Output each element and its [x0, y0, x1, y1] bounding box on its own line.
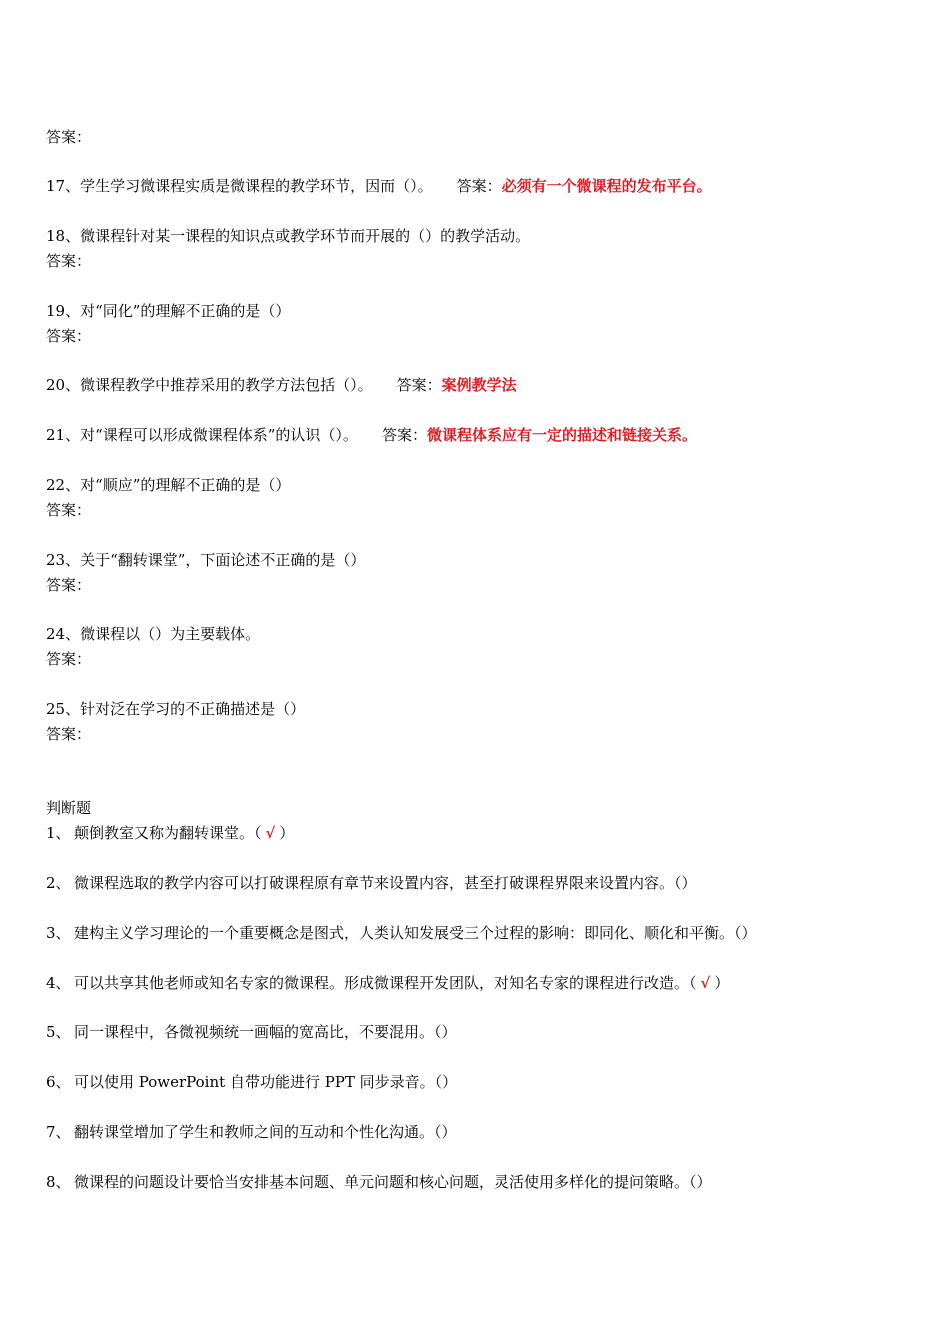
item-text: 微课程的问题设计要恰当安排基本问题、单元问题和核心问题，灵活使用多样化的提问策略。（） — [74, 1173, 712, 1191]
answer-label: 答案： — [396, 376, 442, 394]
item-number: 5、 — [46, 1023, 71, 1041]
answer-label: 答案： — [46, 650, 92, 668]
section-title: 判断题 — [46, 799, 92, 817]
question-23: 23、关于“翻转课堂”，下面论述不正确的是（） — [46, 551, 366, 569]
item-text: 建构主义学习理论的一个重要概念是图式，人类认知发展受三个过程的影响：即同化、顺化和平衡。（） — [74, 924, 757, 942]
item-number: 6、 — [46, 1073, 71, 1091]
question-20 — [46, 375, 517, 395]
judge-item-8 — [46, 1172, 712, 1192]
question-21 — [46, 425, 697, 445]
answer-label: 答案： — [46, 501, 92, 519]
question-text: 17、学生学习微课程实质是微课程的教学环节，因而（）。 — [46, 177, 433, 195]
question-18: 18、微课程针对某一课程的知识点或教学环节而开展的（）的教学活动。 — [46, 227, 531, 245]
question-17 — [46, 176, 712, 196]
answer-text: 必须有一个微课程的发布平台。 — [501, 177, 712, 195]
judge-item-3 — [46, 923, 757, 943]
judge-item-7 — [46, 1122, 457, 1142]
item-text: 颠倒教室又称为翻转课堂。（ — [74, 824, 262, 842]
item-text: 微课程选取的教学内容可以打破课程原有章节来设置内容，甚至打破课程界限来设置内容。（） — [74, 874, 697, 892]
item-number: 3、 — [46, 924, 71, 942]
item-number: 8、 — [46, 1173, 71, 1191]
answer-label: 答案： — [46, 252, 92, 270]
item-number: 2、 — [46, 874, 71, 892]
answer-label: 答案： — [46, 128, 92, 146]
judge-item-5 — [46, 1022, 457, 1042]
question-24: 24、微课程以（）为主要载体。 — [46, 625, 261, 643]
judge-item-4 — [46, 973, 729, 993]
check-mark-icon: √ — [265, 824, 276, 842]
question-text: 20、微课程教学中推荐采用的教学方法包括（）。 — [46, 376, 373, 394]
item-close: ） — [714, 974, 730, 992]
item-text: 可以共享其他老师或知名专家的微课程。形成微课程开发团队，对知名专家的课程进行改造。（ — [74, 974, 697, 992]
answer-label: 答案： — [381, 426, 427, 444]
answer-label: 答案： — [46, 576, 92, 594]
judge-item-1 — [46, 823, 294, 843]
answer-label: 答案： — [46, 327, 92, 345]
answer-label: 答案： — [46, 725, 92, 743]
question-text: 21、对“课程可以形成微课程体系”的认识（）。 — [46, 426, 358, 444]
question-25: 25、针对泛在学习的不正确描述是（） — [46, 700, 306, 718]
item-text: 翻转课堂增加了学生和教师之间的互动和个性化沟通。（） — [74, 1123, 457, 1141]
item-close: ） — [279, 824, 295, 842]
item-number: 4、 — [46, 974, 71, 992]
question-22: 22、对“顺应”的理解不正确的是（） — [46, 476, 291, 494]
item-number: 1、 — [46, 824, 71, 842]
answer-text: 案例教学法 — [441, 376, 517, 394]
item-text: 同一课程中，各微视频统一画幅的宽高比，不要混用。（） — [74, 1023, 457, 1041]
check-mark-icon: √ — [700, 974, 711, 992]
answer-text: 微课程体系应有一定的描述和链接关系。 — [426, 426, 697, 444]
judge-item-6 — [46, 1072, 457, 1092]
judge-item-2 — [46, 873, 697, 893]
item-number: 7、 — [46, 1123, 71, 1141]
item-text: 可以使用 PowerPoint 自带功能进行 PPT 同步录音。（） — [74, 1073, 458, 1091]
answer-label: 答案： — [456, 177, 502, 195]
question-19: 19、对“同化”的理解不正确的是（） — [46, 302, 291, 320]
